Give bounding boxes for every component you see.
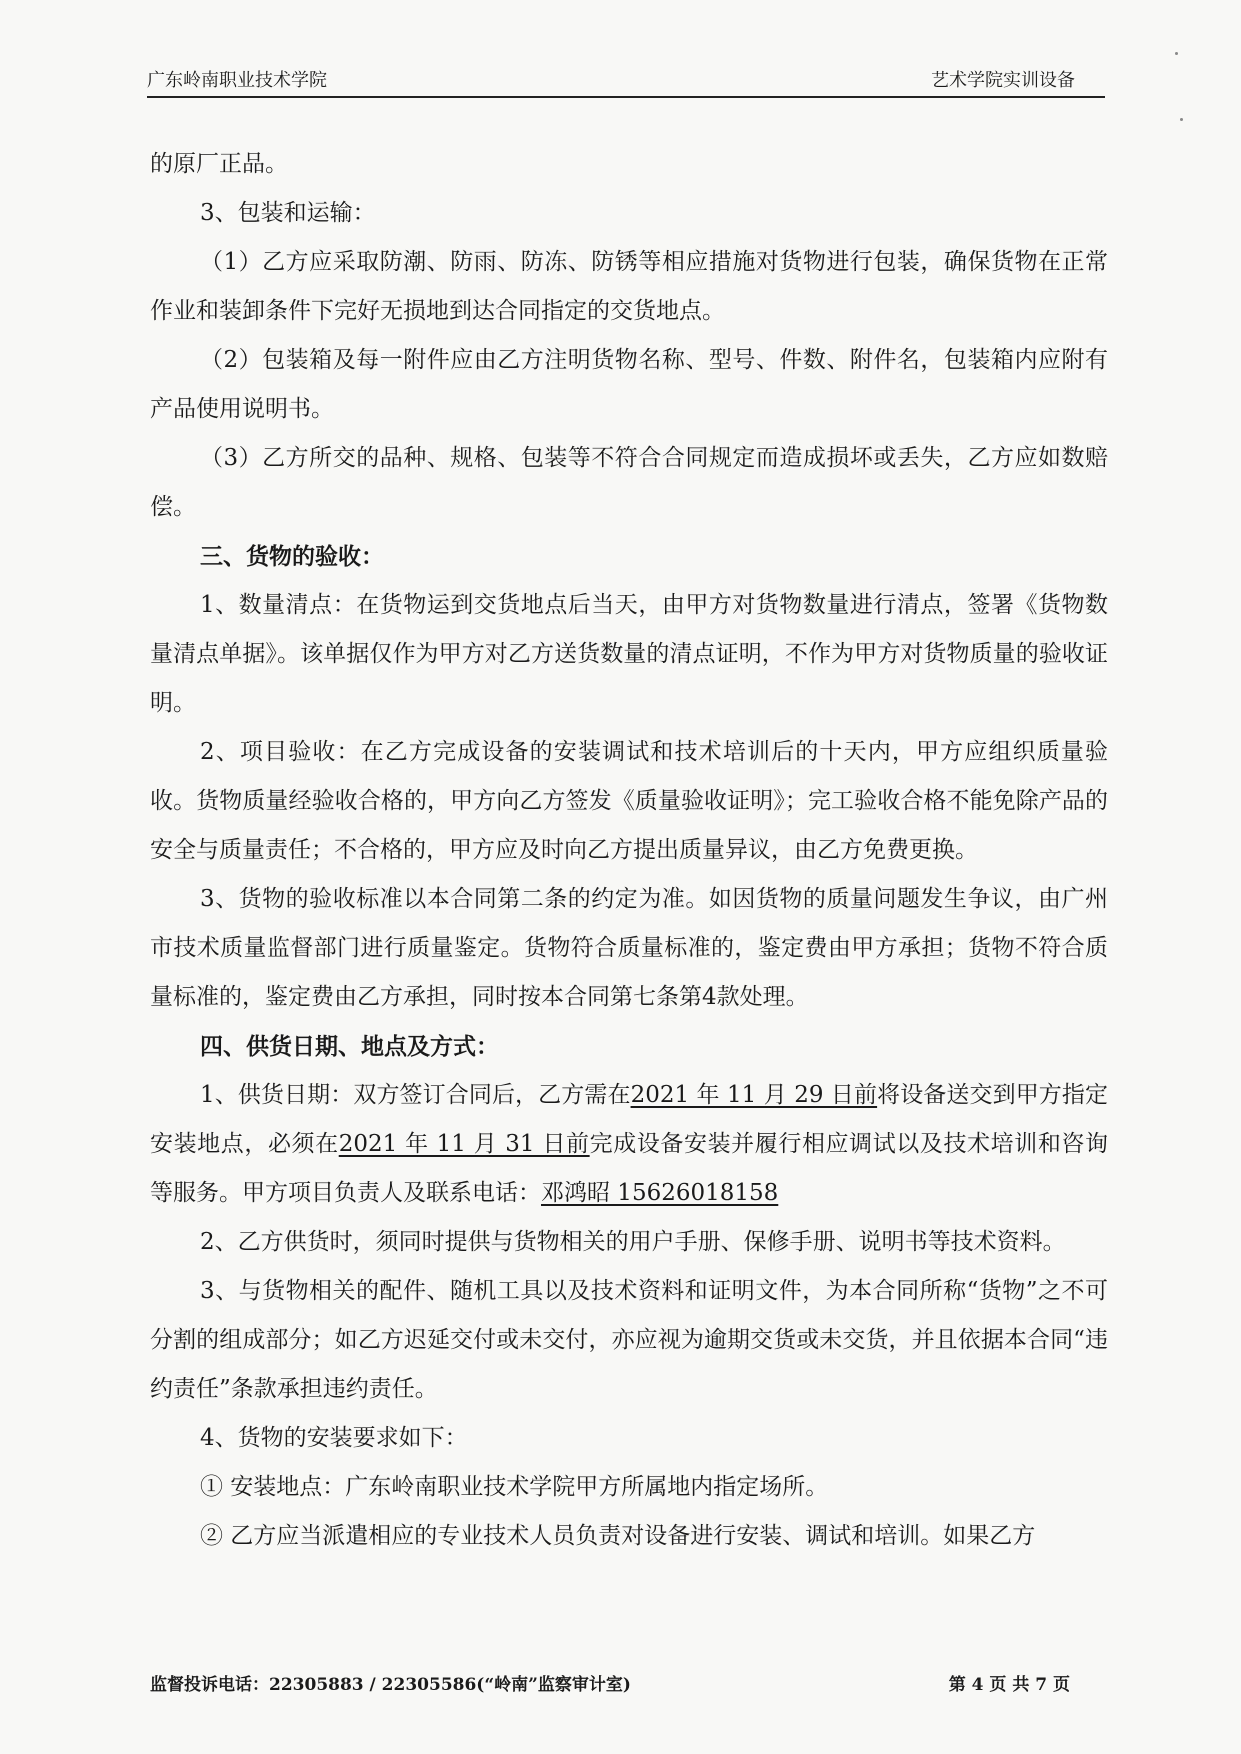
contact-person: 邓鸿昭 15626018158	[541, 1180, 779, 1206]
installation-deadline: 2021 年 11 月 31 日前	[338, 1131, 590, 1157]
paragraph: 3、包装和运输：	[200, 200, 376, 226]
paragraph: 2、项目验收：在乙方完成设备的安装调试和技术培训后的十天内，甲方应组织质量验收。货物质量经验收合格的，甲方向乙方签发《质量验收证明》；完工验收合格不能免除产品的安全与质量责任；不合格的，甲方应及时向乙方提出质量异议，由乙方免费更换。	[150, 739, 1108, 863]
text-run: 完成设备安装并履行相应调试以及技术培训和咨询等服务。甲方项目负责人及联系电话：	[150, 1131, 1109, 1206]
paragraph: 2、乙方供货时，须同时提供与货物相关的用户手册、保修手册、说明书等技术资料。	[200, 1229, 1066, 1255]
text-run: 1、供货日期：双方签订合同后，乙方需在	[200, 1082, 631, 1108]
delivery-deadline: 2021 年 11 月 29 日前	[630, 1082, 878, 1108]
page-header	[147, 66, 1105, 98]
paragraph: 的原厂正品。	[150, 151, 288, 177]
page-number: 第 4 页 共 7 页	[948, 1675, 1070, 1695]
header-institution: 广东岭南职业技术学院	[147, 70, 327, 91]
section-heading: 四、供货日期、地点及方式：	[200, 1033, 499, 1060]
section-heading: 三、货物的验收：	[200, 543, 384, 570]
scan-speck	[1175, 52, 1178, 55]
paragraph: ① 安装地点：广东岭南职业技术学院甲方所属地内指定场所。	[200, 1474, 829, 1500]
scan-speck	[1180, 118, 1183, 121]
paragraph-supply-date	[150, 1071, 1108, 1218]
paragraph: 4、货物的安装要求如下：	[200, 1425, 468, 1451]
complaint-hotline: 监督投诉电话：22305883 / 22305586(“岭南”监察审计室)	[150, 1675, 631, 1695]
header-project: 艺术学院实训设备	[931, 70, 1075, 91]
paragraph: 1、数量清点：在货物运到交货地点后当天，由甲方对货物数量进行清点，签署《货物数量清点单据》。该单据仅作为甲方对乙方送货数量的清点证明，不作为甲方对货物质量的验收证明。	[150, 592, 1108, 716]
paragraph: ② 乙方应当派遣相应的专业技术人员负责对设备进行安装、调试和培训。如果乙方	[200, 1523, 1036, 1549]
document-body	[150, 140, 1108, 1561]
paragraph: （3）乙方所交的品种、规格、包装等不符合合同规定而造成损坏或丢失，乙方应如数赔偿。	[150, 445, 1108, 520]
paragraph: （1）乙方应采取防潮、防雨、防冻、防锈等相应措施对货物进行包装，确保货物在正常作业和装卸条件下完好无损地到达合同指定的交货地点。	[150, 249, 1108, 324]
paragraph: （2）包装箱及每一附件应由乙方注明货物名称、型号、件数、附件名，包装箱内应附有产品使用说明书。	[150, 347, 1108, 422]
paragraph: 3、与货物相关的配件、随机工具以及技术资料和证明文件，为本合同所称“货物”之不可分割的组成部分；如乙方迟延交付或未交付，亦应视为逾期交货或未交货，并且依据本合同“违约责任”条款承担违约责任。	[150, 1278, 1108, 1402]
paragraph: 3、货物的验收标准以本合同第二条的约定为准。如因货物的质量问题发生争议，由广州市技术质量监督部门进行质量鉴定。货物符合质量标准的，鉴定费由甲方承担；货物不符合质量标准的，鉴定费由乙方承担，同时按本合同第七条第4款处理。	[150, 886, 1108, 1010]
text-run: 将设备送交到甲方指定安装地点，必须在	[150, 1082, 1109, 1157]
